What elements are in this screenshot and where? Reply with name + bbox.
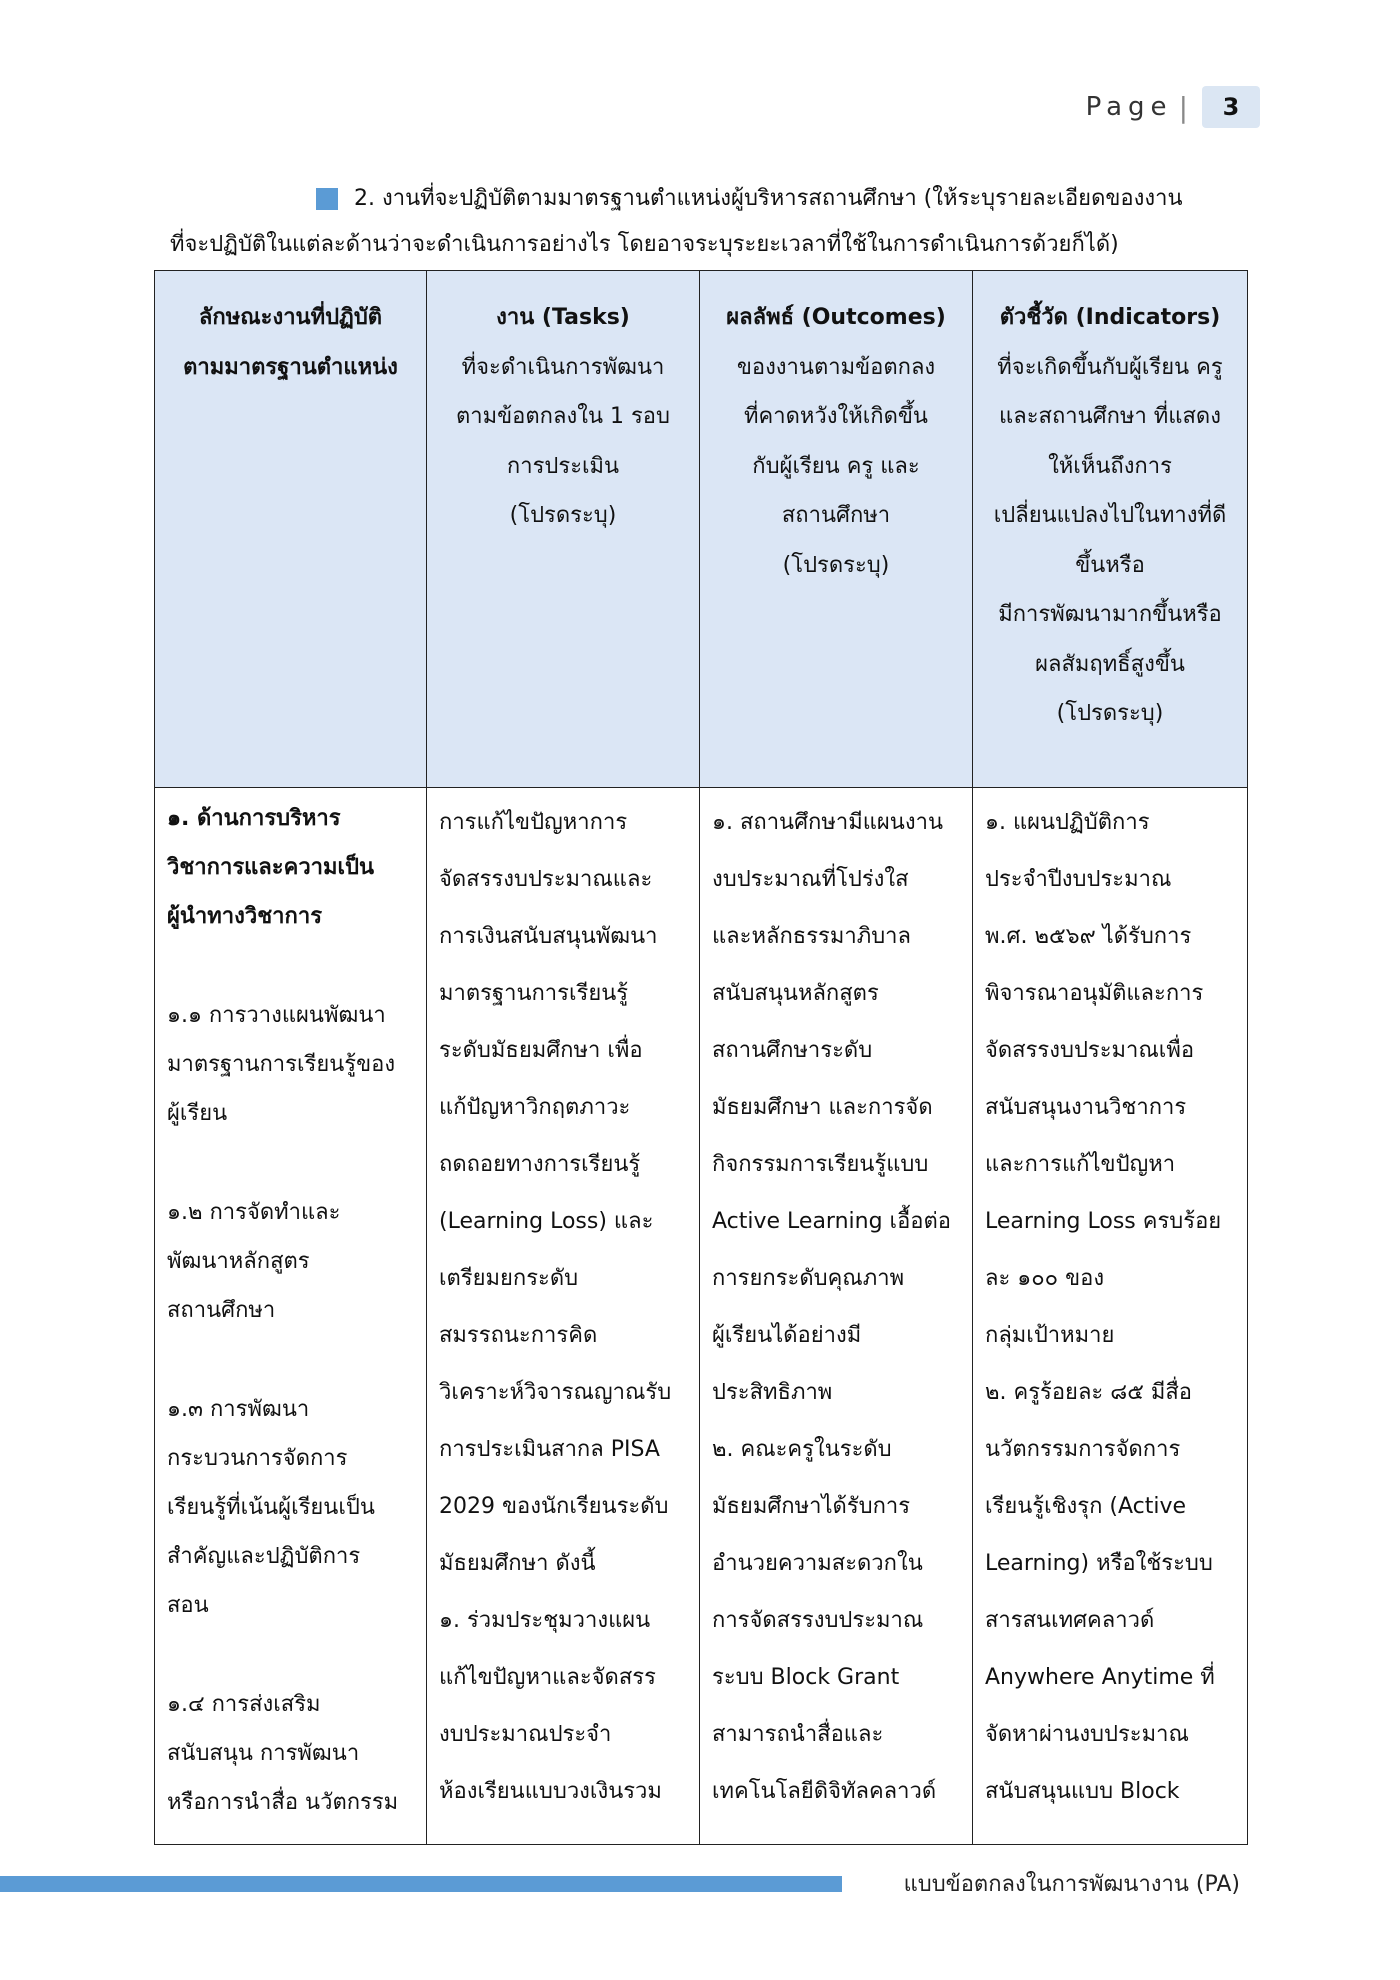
header-cell-work-type: ลักษณะงานที่ปฏิบัติ ตามมาตรฐานตำแหน่ง bbox=[155, 271, 427, 788]
header-cell-tasks: งาน (Tasks) ที่จะดำเนินการพัฒนา ตามข้อตกลงใน 1 รอบ การประเมิน (โปรดระบุ) bbox=[427, 271, 700, 788]
intro-line-1: 2. งานที่จะปฏิบัติตามมาตรฐานตำแหน่งผู้บริหารสถานศึกษา (ให้ระบุรายละเอียดของงาน bbox=[170, 176, 1230, 222]
header-cell-indicators: ตัวชี้วัด (Indicators) ที่จะเกิดขึ้นกับผู้เรียน ครู และสถานศึกษา ที่แสดง ให้เห็นถึงการ เปลี่ยนแปลงไปในทางที่ดี ขึ้นหรือ มีการพัฒนามากขึ้นหรือ ผลสัมฤทธิ์สูงขึ้น (โปรดระบุ) bbox=[973, 271, 1248, 788]
cell-outcomes: ๑. สถานศึกษามีแผนงาน งบประมาณที่โปร่งใส และหลักธรรมาภิบาล สนับสนุนหลักสูตร สถานศึกษาระดับ มัธยมศึกษา และการจัด กิจกรรมการเรียนรู้แบบ Active Learning เอื้อต่อ การยกระดับคุณภาพ ผู้เรียนได้อย่างมี ประสิทธิภาพ ๒. คณะครูในระดับ มัธยมศึกษาได้รับการ อำนวยความสะดวกใน การจัดสรรงบประมาณ ระบบ Block Grant สามารถนำสื่อและ เทคโนโลยีดิจิทัลคลาวด์ bbox=[700, 788, 973, 1845]
page-header bbox=[1086, 86, 1260, 128]
section-intro bbox=[170, 176, 1230, 268]
cell-work-type: ๑. ด้านการบริหาร วิชาการและความเป็น ผู้นำทางวิชาการ ๑.๑ การวางแผนพัฒนา มาตรฐานการเรียนรู้ของ ผู้เรียน ๑.๒ การจัดทำและ พัฒนาหลักสูตร สถานศึกษา ๑.๓ การพัฒนา กระบวนการจัดการ เรียนรู้ที่เน้นผู้เรียนเป็น สำคัญและปฏิบัติการ สอน ๑.๔ การส่งเสริม สนับสนุน การพัฒนา หรือการนำสื่อ นวัตกรรม bbox=[155, 788, 427, 1845]
cell-tasks: การแก้ไขปัญหาการ จัดสรรงบประมาณและ การเงินสนับสนุนพัฒนา มาตรฐานการเรียนรู้ ระดับมัธยมศึกษา เพื่อ แก้ปัญหาวิกฤตภาวะ ถดถอยทางการเรียนรู้ (Learning Loss) และ เตรียมยกระดับ สมรรถนะการคิด วิเคราะห์วิจารณญาณรับ การประเมินสากล PISA 2029 ของนักเรียนระดับ มัธยมศึกษา ดังนี้ ๑. ร่วมประชุมวางแผน แก้ไขปัญหาและจัดสรร งบประมาณประจำ ห้องเรียนแบบวงเงินรวม bbox=[427, 788, 700, 1845]
intro-line-2: ที่จะปฏิบัติในแต่ละด้านว่าจะดำเนินการอย่างไร โดยอาจระบุระยะเวลาที่ใช้ในการดำเนินการด้วยก็ได้) bbox=[170, 232, 1119, 257]
page-separator: | bbox=[1178, 90, 1188, 124]
footer-accent-bar bbox=[0, 1876, 842, 1892]
square-bullet-icon bbox=[316, 188, 338, 210]
footer-title: แบบข้อตกลงในการพัฒนางาน (PA) bbox=[903, 1872, 1240, 1897]
header-cell-outcomes: ผลลัพธ์ (Outcomes) ของงานตามข้อตกลง ที่คาดหวังให้เกิดขึ้น กับผู้เรียน ครู และ สถานศึกษา (โปรดระบุ) bbox=[700, 271, 973, 788]
table-header-row bbox=[155, 271, 1248, 788]
agreement-table bbox=[154, 270, 1248, 1845]
page-number: 3 bbox=[1202, 86, 1260, 128]
page-label: Page bbox=[1085, 92, 1173, 122]
cell-indicators: ๑. แผนปฏิบัติการ ประจำปีงบประมาณ พ.ศ. ๒๕๖๙ ได้รับการ พิจารณาอนุมัติและการ จัดสรรงบประมาณเพื่อ สนับสนุนงานวิชาการ และการแก้ไขปัญหา Learning Loss ครบร้อย ละ ๑๐๐ ของ กลุ่มเป้าหมาย ๒. ครูร้อยละ ๘๕ มีสื่อ นวัตกรรมการจัดการ เรียนรู้เชิงรุก (Active Learning) หรือใช้ระบบ สารสนเทศคลาวด์ Anywhere Anytime ที่ จัดหาผ่านงบประมาณ สนับสนุนแบบ Block bbox=[973, 788, 1248, 1845]
table-row bbox=[155, 788, 1248, 1845]
